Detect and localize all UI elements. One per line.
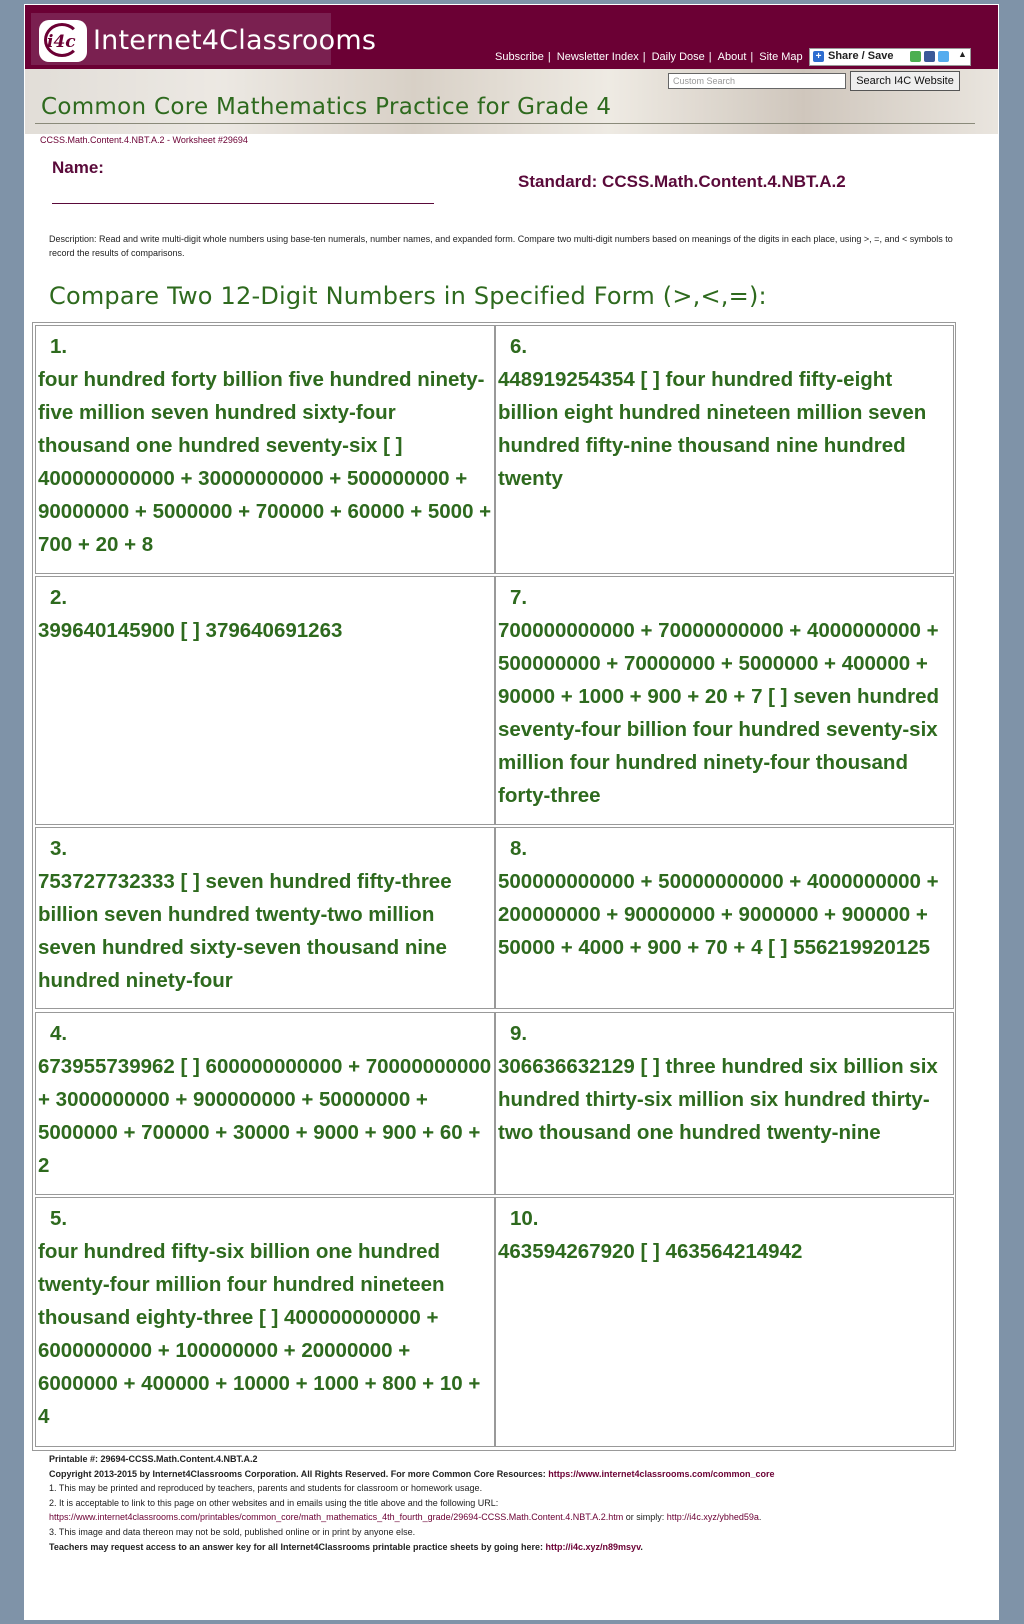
share-dropdown-icon[interactable]: ▲: [958, 49, 967, 59]
problem-number: 7.: [510, 586, 528, 609]
worksheet-page: [24, 4, 999, 1620]
problem-text: 753727732333 [ ] seven hundred fifty-three billion seven hundred twenty-two million seven hundred sixty-seven thousand nine hundred ninety-four: [38, 870, 452, 992]
problem-cell-10: [495, 1197, 954, 1447]
name-line: [52, 203, 434, 204]
share-plus-icon: +: [813, 51, 824, 62]
footer: Printable #: 29694-CCSS.Math.Content.4.NBT.A.2 Copyright 2013-2015 by Internet4Classrooms Corporation. All Rights Reserved. For more Common Core Resources: https://www.internet4classrooms.com/common_core 1. This may be printed and reproduced by teachers, parents and students for classroom or homework usage. 2. It is acceptable to link to this page on other websites and in emails using the title above and the following URL: https://www.internet4classrooms.com/printables/common_core/math_mathematics_4th_fourth_grade/29694-CCSS.Math.Content.4.NBT.A.2.htm or simply: http://i4c.xyz/ybhed59a. 3. This image and data thereon may not be sold, published online or in print by anyone else. Teachers may request access to an answer key for all Internet4Classrooms printable practice sheets by going here: http://i4c.xyz/n89msyv.: [49, 1452, 979, 1554]
problem-text: 700000000000 + 70000000000 + 4000000000 + 500000000 + 70000000 + 5000000 + 400000 + 90000 + 1000 + 900 + 20 + 7 [ ] seven hundred seventy-four billion four hundred seventy-six million four hundred ninety-four thousand forty-three: [498, 619, 940, 807]
problem-number: 8.: [510, 837, 528, 860]
worksheet-url-link[interactable]: https://www.internet4classrooms.com/printables/common_core/math_mathematics_4th_fourth_grade/29694-CCSS.Math.Content.4.NBT.A.2.htm: [49, 1512, 624, 1523]
page-title: Common Core Mathematics Practice for Grade 4: [41, 94, 612, 120]
problem-cell-5: [35, 1197, 495, 1447]
problem-text: 463594267920 [ ] 463564214942: [498, 1240, 803, 1263]
common-core-link[interactable]: https://www.internet4classrooms.com/common_core: [548, 1468, 775, 1479]
top-nav: Subscribe | Newsletter Index | Daily Dose | About | Site Map: [495, 51, 803, 63]
name-label: Name:: [52, 158, 104, 177]
description: Description: Read and write multi-digit whole numbers using base-ten numerals, number names, and expanded form. Compare two multi-digit numbers based on meanings of the digits in each place, using >, =, and < symbols to record the results of comparisons.: [49, 234, 953, 258]
problem-cell-2: [35, 576, 495, 825]
share-save-label: Share / Save: [828, 50, 894, 62]
problem-text: 306636632129 [ ] three hundred six billion six hundred thirty-six million six hundred thirty-two thousand one hundred twenty-nine: [498, 1055, 938, 1144]
problem-number: 4.: [50, 1022, 68, 1045]
share-email-icon[interactable]: [910, 51, 921, 62]
twitter-icon[interactable]: [938, 51, 949, 62]
problem-number: 6.: [510, 335, 528, 358]
problem-cell-3: [35, 827, 495, 1009]
nav-site-map[interactable]: Site Map: [759, 51, 803, 63]
nav-about[interactable]: About: [717, 51, 747, 63]
facebook-icon[interactable]: [924, 51, 935, 62]
search-button[interactable]: Search I4C Website: [850, 71, 960, 91]
standard-label: Standard: CCSS.Math.Content.4.NBT.A.2: [518, 172, 846, 191]
problem-number: 1.: [50, 335, 68, 358]
problem-number: 2.: [50, 586, 68, 609]
logo-badge-icon: i4c: [39, 20, 87, 62]
problem-cell-9: [495, 1012, 954, 1195]
logo-text: Internet4Classrooms: [93, 25, 377, 56]
note-2: 2. It is acceptable to link to this page on other websites and in emails using the title above and the following URL:: [49, 1497, 499, 1508]
site-logo[interactable]: [31, 13, 377, 65]
problem-text: four hundred forty billion five hundred ninety-five million seven hundred sixty-four thousand one hundred seventy-six [ ] 400000000000 + 30000000000 + 500000000 + 90000000 + 5000000 + 700000 + 60000 + 5000 + 700 + 20 + 8: [38, 368, 492, 556]
problem-cell-6: [495, 325, 954, 574]
problem-number: 9.: [510, 1022, 528, 1045]
problem-text: 500000000000 + 50000000000 + 4000000000 + 200000000 + 90000000 + 9000000 + 900000 + 50000 + 4000 + 900 + 70 + 4 [ ] 556219920125: [498, 870, 939, 959]
site-header: [25, 5, 998, 69]
problems-grid: [32, 322, 956, 1451]
nav-subscribe[interactable]: Subscribe: [495, 51, 544, 63]
short-url-link[interactable]: http://i4c.xyz/ybhed59a: [666, 1512, 759, 1523]
problem-text: four hundred fifty-six billion one hundred twenty-four million four hundred nineteen thousand eighty-three [ ] 400000000000 + 6000000000 + 100000000 + 20000000 + 6000000 + 400000 + 10000 + 1000 + 800 + 10 + 4: [38, 1240, 481, 1428]
copyright: Copyright 2013-2015 by Internet4Classrooms Corporation. All Rights Reserved. For more Common Core Resources:: [49, 1468, 549, 1479]
problem-cell-1: [35, 325, 495, 574]
problem-text: 399640145900 [ ] 379640691263: [38, 619, 343, 642]
problem-cell-7: [495, 576, 954, 825]
problem-number: 10.: [510, 1207, 539, 1230]
title-divider: [35, 123, 975, 124]
custom-search-input[interactable]: Custom Search: [668, 73, 846, 89]
nav-newsletter-index[interactable]: Newsletter Index: [556, 51, 639, 63]
note-1: 1. This may be printed and reproduced by teachers, parents and students for classroom or homework usage.: [49, 1483, 483, 1494]
share-save-button[interactable]: [809, 48, 971, 66]
answer-key-link[interactable]: http://i4c.xyz/n89msyv: [545, 1541, 641, 1552]
note-3: 3. This image and data thereon may not be sold, published online or in print by anyone else.: [49, 1526, 416, 1537]
problem-cell-8: [495, 827, 954, 1009]
answer-key-note: Teachers may request access to an answer key for all Internet4Classrooms printable practice sheets by going here:: [49, 1541, 546, 1552]
title-banner: [25, 69, 998, 134]
worksheet-title: Compare Two 12-Digit Numbers in Specified Form (>,<,=):: [49, 282, 767, 310]
problem-number: 3.: [50, 837, 68, 860]
problem-number: 5.: [50, 1207, 68, 1230]
problem-text: 673955739962 [ ] 600000000000 + 70000000000 + 3000000000 + 900000000 + 50000000 + 5000000 + 700000 + 30000 + 9000 + 900 + 60 + 2: [38, 1055, 492, 1177]
problem-text: 448919254354 [ ] four hundred fifty-eight billion eight hundred nineteen million seven hundred fifty-nine thousand nine hundred twenty: [498, 368, 927, 490]
breadcrumb: CCSS.Math.Content.4.NBT.A.2 - Worksheet #29694: [40, 135, 248, 145]
printable-number: Printable #: 29694-CCSS.Math.Content.4.NBT.A.2: [49, 1454, 258, 1464]
nav-daily-dose[interactable]: Daily Dose: [651, 51, 705, 63]
problem-cell-4: [35, 1012, 495, 1195]
